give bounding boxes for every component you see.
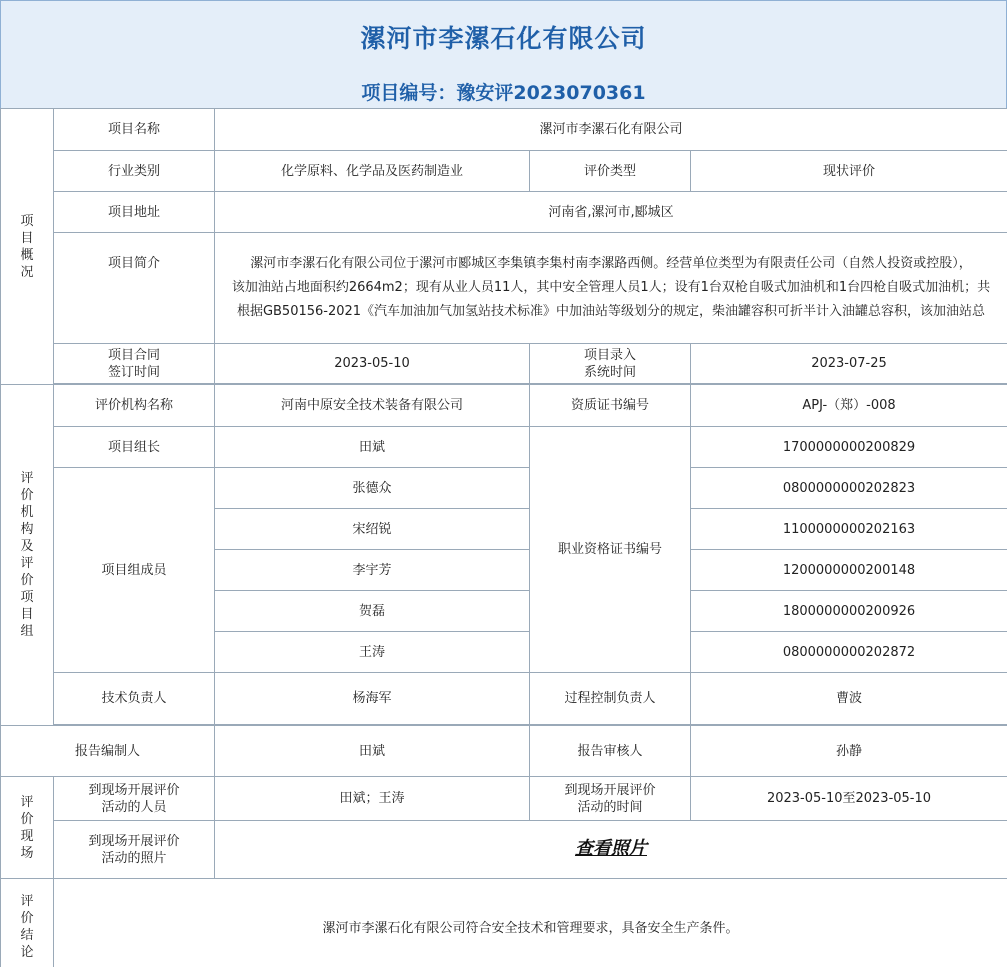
report-author-label: 报告编制人 <box>1 726 215 777</box>
entry-time-label: 项目录入 系统时间 <box>530 344 691 384</box>
org-name-label: 评价机构名称 <box>54 385 215 427</box>
project-name-label: 项目名称 <box>54 109 215 151</box>
contract-time-value: 2023-05-10 <box>215 344 530 384</box>
report-reviewer-label: 报告审核人 <box>530 726 691 777</box>
address-value: 河南省,漯河市,郾城区 <box>215 192 1007 233</box>
member-name: 宋绍锐 <box>215 509 530 550</box>
process-lead-value: 曹波 <box>691 673 1007 725</box>
cert-no-label: 资质证书编号 <box>530 385 691 427</box>
member-name: 王涛 <box>215 632 530 673</box>
member-cert: 0800000000202872 <box>691 632 1007 673</box>
eval-type-label: 评价类型 <box>530 151 691 192</box>
member-name: 贺磊 <box>215 591 530 632</box>
team-members-label: 项目组成员 <box>54 468 215 673</box>
conclusion-text: 漯河市李漯石化有限公司符合安全技术和管理要求，具备安全生产条件。 <box>54 879 1007 967</box>
site-people-label: 到现场开展评价 活动的人员 <box>54 777 215 821</box>
summary-line: 该加油站占地面积约2664m2；现有从业人员11人，其中安全管理人员1人；设有1台双枪自吸式加油机和1台四枪自吸式加油机；共 <box>231 280 991 295</box>
project-number: 项目编号：豫安评2023070361 <box>361 82 646 104</box>
site-people-value: 田斌；王涛 <box>215 777 530 821</box>
team-leader-name: 田斌 <box>215 427 530 468</box>
industry-value: 化学原料、化学品及医药制造业 <box>215 151 530 192</box>
overview-section-label: 项 目 概 况 <box>1 109 54 385</box>
address-label: 项目地址 <box>54 192 215 233</box>
member-cert: 1200000000200148 <box>691 550 1007 591</box>
page-header <box>0 0 1007 109</box>
member-cert: 1800000000200926 <box>691 591 1007 632</box>
summary-line: 根据GB50156-2021《汽车加油加气加氢站技术标准》中加油站等级划分的规定，柴油罐容积可折半计入油罐总容积，该加油站总 <box>236 304 986 319</box>
project-info-table <box>0 108 1007 967</box>
report-reviewer-value: 孙静 <box>691 726 1007 777</box>
member-name: 李宇芳 <box>215 550 530 591</box>
contract-time-label: 项目合同 签订时间 <box>54 344 215 384</box>
team-leader-cert: 1700000000200829 <box>691 427 1007 468</box>
member-cert: 0800000000202823 <box>691 468 1007 509</box>
report-author-value: 田斌 <box>215 726 530 777</box>
cert-no-value: APJ-（郑）-008 <box>691 385 1007 427</box>
tech-lead-label: 技术负责人 <box>54 673 215 725</box>
member-name: 张德众 <box>215 468 530 509</box>
conclusion-section-label: 评 价 结 论 <box>1 879 54 967</box>
site-time-value: 2023-05-10至2023-05-10 <box>691 777 1007 821</box>
company-title: 漯河市李漯石化有限公司 <box>360 24 647 53</box>
site-photo-cell <box>215 821 1007 879</box>
summary-label: 项目简介 <box>54 233 215 344</box>
org-name-value: 河南中原安全技术装备有限公司 <box>215 385 530 427</box>
eval-type-value: 现状评价 <box>691 151 1007 192</box>
site-section-label: 评 价 现 场 <box>1 777 54 879</box>
view-photos-link[interactable]: 查看照片 <box>575 838 647 859</box>
agency-section-label: 评 价 机 构 及 评 价 项 目 组 <box>1 385 54 726</box>
member-cert: 1100000000202163 <box>691 509 1007 550</box>
site-photo-label: 到现场开展评价 活动的照片 <box>54 821 215 879</box>
tech-lead-value: 杨海军 <box>215 673 530 725</box>
project-name-value: 漯河市李漯石化有限公司 <box>215 109 1007 151</box>
entry-time-value: 2023-07-25 <box>691 344 1007 384</box>
site-time-label: 到现场开展评价 活动的时间 <box>530 777 691 821</box>
process-lead-label: 过程控制负责人 <box>530 673 691 725</box>
summary-value <box>215 233 1007 344</box>
team-leader-label: 项目组长 <box>54 427 215 468</box>
summary-line: 漯河市李漯石化有限公司位于漯河市郾城区李集镇李集村南李漯路西侧。经营单位类型为有限责任公司（自然人投资或控股）， <box>250 256 972 271</box>
industry-label: 行业类别 <box>54 151 215 192</box>
qualification-label: 职业资格证书编号 <box>530 427 691 673</box>
